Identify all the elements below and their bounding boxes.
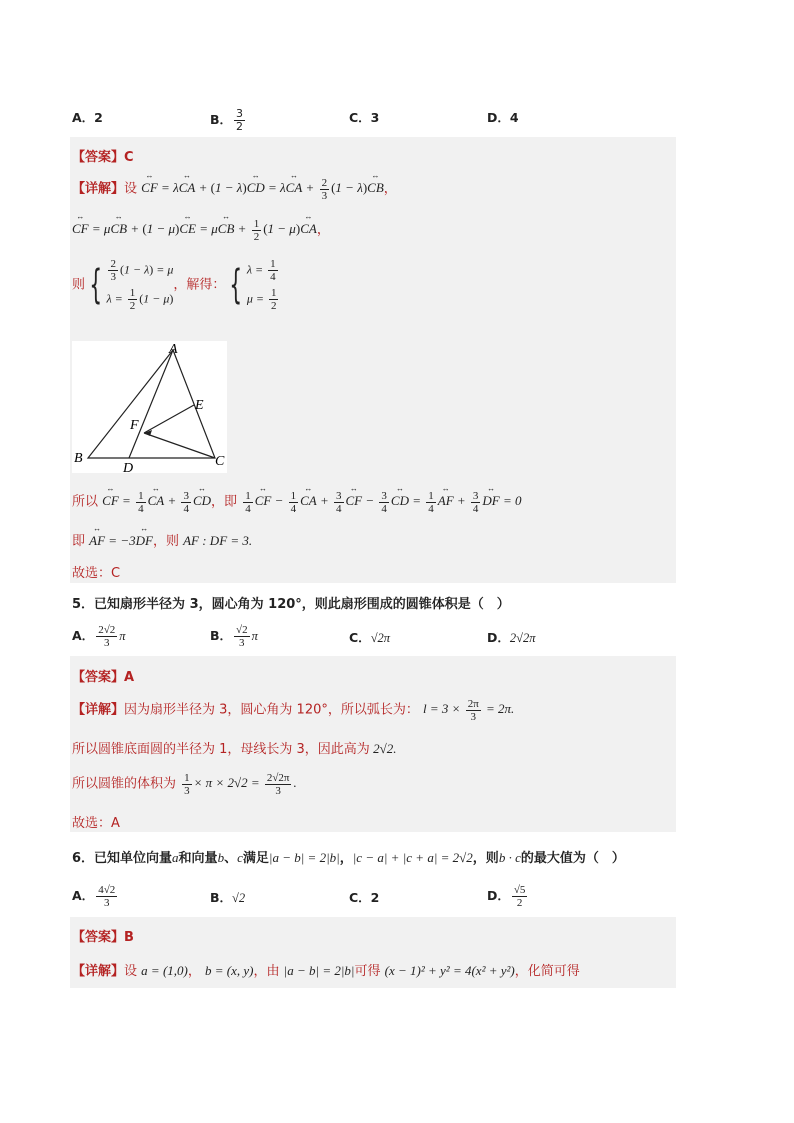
q5-choice-d[interactable]: D．2√2π: [487, 630, 536, 645]
q6-detail: 【详解】设 a = (1,0)， b = (x, y)，由 |a − b| = 2|b|可得 (x − 1)² + y² = 4(x² + y²)，化简可得: [72, 963, 580, 979]
choice-b[interactable]: [210, 108, 247, 133]
choice-a[interactable]: A．2: [72, 110, 103, 125]
q6-choice-a[interactable]: A． $\frac{4√2}{3}$: [72, 884, 116, 909]
q5-choose: 故选：A: [72, 816, 120, 831]
q6-choice-c[interactable]: C．2: [349, 890, 380, 905]
q4-system: 则 { $\frac{2}{3}$ (1 − λ) = μ λ = $\frac{1}{2}$ (1 − μ) ，解得： { λ = $\frac{1}{4}$ μ = $\frac{1}{2}$: [72, 258, 277, 312]
label-e: E: [195, 398, 204, 413]
label-d: D: [123, 461, 134, 473]
label-c: C: [215, 454, 225, 469]
q5-detail2: 所以圆锥底面圆的半径为 1，母线长为 3，因此高为 2√2.: [72, 741, 397, 757]
q6-choice-b[interactable]: B．√2: [210, 890, 246, 905]
q5-detail3: 所以圆锥的体积为 $\frac{1}{3}$ × π × 2√2 = $\frac{2√2\pi}{3}$ .: [72, 772, 297, 797]
q4-detail-line2: ↔ CF = μ↔ CB + (1 − μ)↔ CE = μ↔ CB + $\frac{1}{2}$ (1 − μ)↔ CA，: [72, 218, 330, 243]
q5-answer: 【答案】A: [72, 670, 135, 685]
label-f: F: [130, 418, 139, 433]
q6-stem: 6．已知单位向量a和向量b、c满足|a − b| = 2|b|，|c − a| + |c + a| = 2√2，则b · c的最大值为（ ）: [72, 850, 625, 866]
q5-choice-c[interactable]: C．√2π: [349, 630, 391, 645]
q5-choice-b[interactable]: B． $\frac{√2}{3}$ π: [210, 624, 258, 649]
q5-stem: 5．已知扇形半径为 3，圆心角为 120°，则此扇形围成的圆锥体积是（ ）: [72, 597, 510, 612]
triangle-diagram: [72, 341, 227, 473]
q6-answer: 【答案】B: [72, 930, 134, 945]
q4-detail-that: 即 ↔ AF = −3↔ DF，则 AF : DF = 3.: [72, 530, 252, 549]
q4-detail-so: 所以 ↔ CF = $\frac{1}{4}$ ↔ CA + $\frac{3}{4}$ ↔ CD，即 $\frac{1}{4}$ ↔ CF − $\frac{1}{4}$ ↔ CA + $\frac{3}{4}$ ↔ CF − $\frac{3}{4}$ ↔ CD = $\frac{1}{4}$ ↔ AF + $\frac{3}{4}$ ↔ DF = 0: [72, 490, 522, 515]
q6-choice-d[interactable]: D． $\frac{√5}{2}$: [487, 884, 526, 909]
label-b: B: [74, 451, 83, 466]
choice-d[interactable]: D．4: [487, 110, 519, 125]
q5-choice-a[interactable]: A． $\frac{2√2}{3}$ π: [72, 624, 126, 649]
q4-answer: 【答案】C: [72, 150, 134, 165]
q5-detail1: 【详解】因为扇形半径为 3，圆心角为 120°，所以弧长为： l = 3 × $\frac{2\pi}{3}$ = 2π.: [72, 698, 515, 723]
triangle-figure: [72, 341, 227, 473]
choice-b-label: B．: [210, 112, 233, 127]
choice-b-fraction: $\frac{3}{2}$: [236, 107, 244, 133]
q4-detail-line1: 【详解】设 ↔ CF = λ↔ CA + (1 − λ)↔ CD = λ↔ CA + $\frac{2}{3}$ (1 − λ)↔ CB，: [72, 177, 397, 202]
choice-c[interactable]: C．3: [349, 110, 380, 125]
label-a: A: [169, 342, 178, 357]
q4-choose: 故选：C: [72, 566, 121, 581]
